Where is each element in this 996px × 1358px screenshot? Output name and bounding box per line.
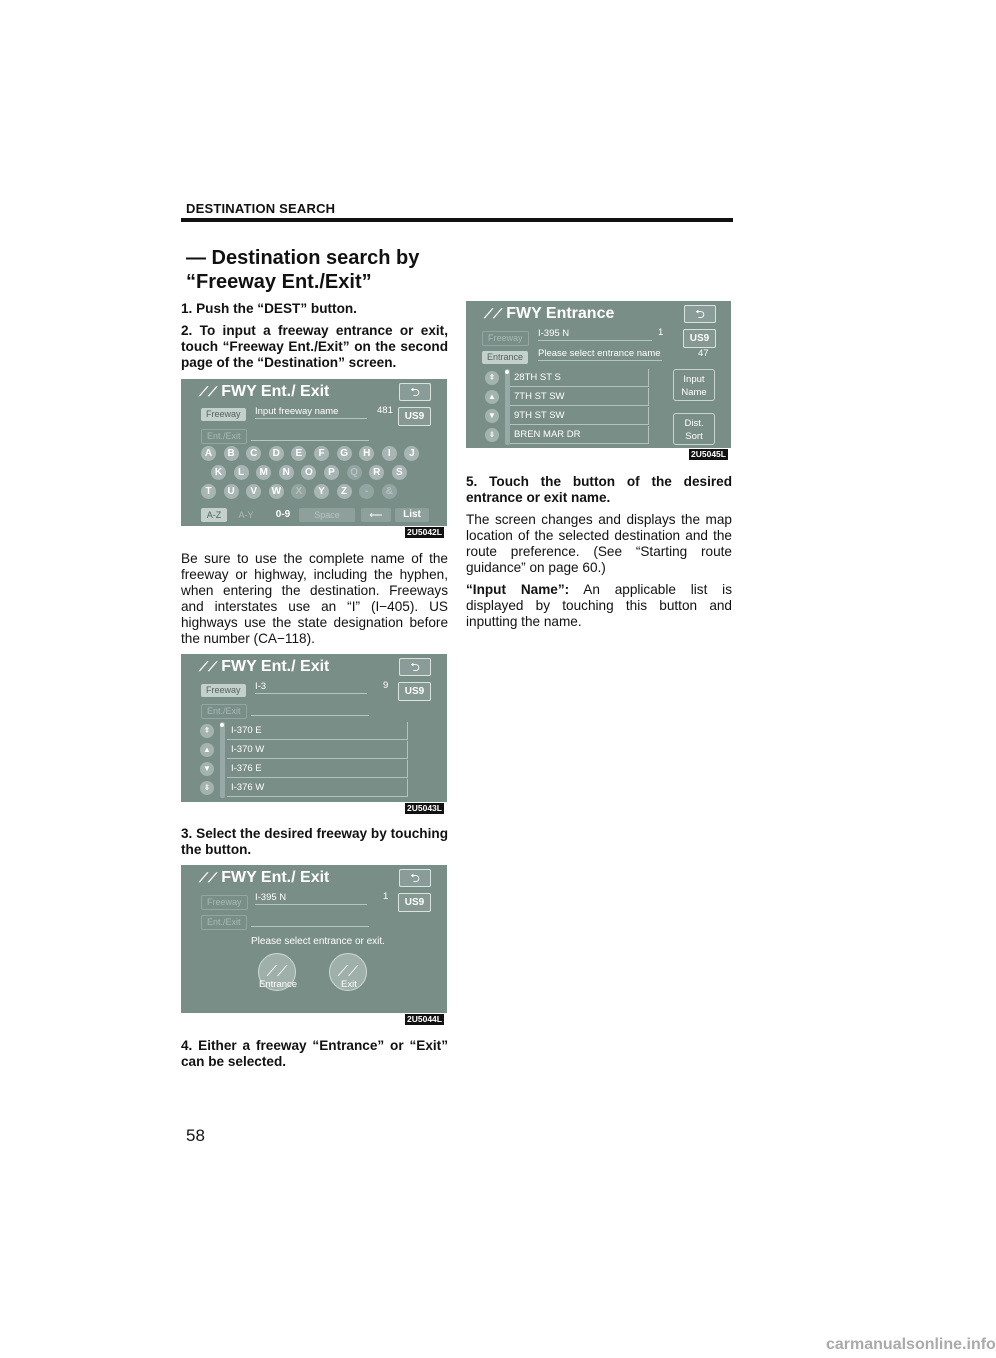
freeway-icon: ⟋⟋ [199,384,218,399]
key-s[interactable]: S [392,465,407,480]
input-name-term: “Input Name”: [466,582,570,597]
header-rule [181,218,733,222]
key-y[interactable]: Y [314,484,329,499]
step-4: 4. Either a freeway “Entrance” or “Exit” can be selected. [181,1038,448,1069]
entrance-label[interactable]: Entrance [482,351,528,364]
key-k[interactable]: K [211,465,226,480]
step-2: 2. To input a freeway entrance or exit, touch “Freeway Ent./Exit” on the second page of the “Destination” screen. [181,323,448,370]
step-5: 5. Touch the button of the desired entrance or exit name. [466,474,732,505]
entexit-field [251,703,369,716]
right-column-text [466,474,732,636]
step-1: 1. Push the “DEST” button. [181,301,357,316]
list-item[interactable]: 9TH ST SW [510,407,649,425]
scroll-indicator [505,370,509,374]
key-h[interactable]: H [359,446,374,461]
select-prompt: Please select entrance or exit. [251,936,385,947]
list-item[interactable]: 28TH ST S [510,369,649,387]
entexit-field [251,428,369,441]
screen-entrance-list [466,301,731,448]
back-button[interactable]: ⮌ [684,305,716,323]
digits-button[interactable]: 0-9 [275,509,291,520]
exit-icon: ⟋⟋ [337,963,359,980]
match-count: 9 [383,680,389,691]
freeway-label[interactable]: Freeway [201,408,246,421]
freeway-label[interactable]: Freeway [201,684,246,697]
scroll-down-icon[interactable]: ▼ [485,409,499,423]
us9-button[interactable]: US9 [398,682,431,701]
freeway-input[interactable]: Input freeway name [255,406,367,419]
freeway-icon: ⟋⟋ [199,659,218,674]
screen-title: ⟋⟋ FWY Ent./ Exit [199,658,330,675]
match-count: 1 [658,327,664,338]
entrance-input[interactable]: Please select entrance name [538,348,661,359]
scroll-up-icon[interactable]: ▲ [200,743,214,757]
entrance-icon: ⟋⟋ [266,963,288,980]
figure-code: 2U5045L [691,449,726,459]
key-v[interactable]: V [246,484,261,499]
screen-title: ⟋⟋ FWY Ent./ Exit [199,869,330,886]
key-u[interactable]: U [224,484,239,499]
list-item[interactable]: I-376 W [227,779,408,797]
key-r[interactable]: R [369,465,384,480]
entexit-field [251,914,369,927]
figure-code: 2U5043L [407,803,442,813]
us9-button[interactable]: US9 [683,329,716,348]
match-count: 481 [377,405,393,416]
us9-button[interactable]: US9 [398,893,431,912]
freeway-input: I-395 N [255,892,367,905]
input-name-label: Input Name [681,374,707,398]
entexit-label: Ent./Exit [201,915,247,930]
key-e[interactable]: E [291,446,306,461]
freeway-icon: ⟋⟋ [484,306,503,321]
screen-title: ⟋⟋ FWY Entrance [484,305,615,322]
key-p[interactable]: P [324,465,339,480]
page-number: 58 [186,1126,205,1145]
entexit-label: Ent./Exit [201,704,247,719]
entrance-count: 47 [698,348,709,359]
scrollbar[interactable] [220,722,225,798]
page-down-icon[interactable]: ⇟ [485,428,499,442]
key-g[interactable]: G [337,446,352,461]
input-name-description: An applicable list is displayed by touching this button and inputting the name. [466,582,732,629]
exit-label: Exit [341,979,357,990]
key-q: Q [347,465,362,480]
back-button[interactable]: ⮌ [399,869,431,887]
key-hyphen: - [359,484,374,499]
left-column-top [181,301,448,377]
key-m[interactable]: M [256,465,271,480]
key-b[interactable]: B [224,446,239,461]
freeway-label: Freeway [482,331,529,346]
back-button[interactable]: ⮌ [399,383,431,401]
entrance-label: Entrance [259,979,298,990]
section-header: DESTINATION SEARCH [186,201,336,216]
screen-title: ⟋⟋ FWY Ent./ Exit [199,383,330,400]
scroll-down-icon[interactable]: ▼ [200,762,214,776]
key-j[interactable]: J [404,446,419,461]
figure-code: 2U5042L [407,527,442,537]
key-z[interactable]: Z [337,484,352,499]
usage-note: Be sure to use the complete name of the freeway or highway, including the hyphen, when entering the destination. Freeways and interstates use an “I” (I−405). US highways use the state designation before the number (CA−118). [181,551,448,646]
dist-sort-button[interactable] [673,413,715,445]
key-ampersand: & [382,484,397,499]
section-title-line-2: “Freeway Ent./Exit” [186,271,372,293]
list-item[interactable]: I-370 E [227,722,408,740]
key-n[interactable]: N [279,465,294,480]
az-button[interactable]: A-Z [201,508,227,522]
entexit-label: Ent./Exit [201,429,247,444]
step-5-description: The screen changes and displays the map location of the selected destination and the route preference. (See “Starting route guidance” on page 60.) [466,512,732,575]
key-t[interactable]: T [201,484,216,499]
list-item[interactable]: BREN MAR DR [510,426,649,444]
space-button[interactable]: Space [299,508,355,522]
freeway-input[interactable]: I-3 [255,681,367,694]
key-c[interactable]: C [246,446,261,461]
back-button[interactable]: ⮌ [399,658,431,676]
list-item[interactable]: I-370 W [227,741,408,759]
list-item[interactable]: I-376 E [227,760,408,778]
input-name-button[interactable] [673,369,715,401]
freeway-label: Freeway [201,895,248,910]
backspace-button[interactable]: ⟵ [361,508,391,522]
match-count: 1 [383,891,389,902]
scroll-up-icon[interactable]: ▲ [485,390,499,404]
step-3: 3. Select the desired freeway by touching the button. [181,826,448,857]
site-watermark: carmanualsonline.info [826,1336,996,1353]
key-i[interactable]: I [382,446,397,461]
page-down-icon[interactable]: ⇟ [200,781,214,795]
figure-code: 2U5044L [407,1014,442,1024]
page-up-icon[interactable]: ⇞ [200,724,214,738]
list-button[interactable]: List [395,508,429,522]
key-o[interactable]: O [301,465,316,480]
dist-sort-label: Dist. Sort [684,418,704,442]
section-title [186,246,419,294]
key-a[interactable]: A [201,446,216,461]
freeway-icon: ⟋⟋ [199,870,218,885]
key-x: X [291,484,306,499]
list-item[interactable]: 7TH ST SW [510,388,649,406]
key-w[interactable]: W [269,484,284,499]
key-l[interactable]: L [234,465,249,480]
section-title-line-1: — Destination search by [186,247,420,269]
scroll-indicator [220,723,224,727]
key-f[interactable]: F [314,446,329,461]
key-d[interactable]: D [269,446,284,461]
us9-button[interactable]: US9 [398,407,431,426]
input-name-note [466,582,732,630]
screen-freeway-list [181,654,447,802]
screen-entrance-exit [181,865,447,1013]
freeway-input: I-395 N [538,328,652,341]
screen-keyboard [181,379,447,526]
page-up-icon[interactable]: ⇞ [485,371,499,385]
ay-button: A-Y [238,510,254,520]
